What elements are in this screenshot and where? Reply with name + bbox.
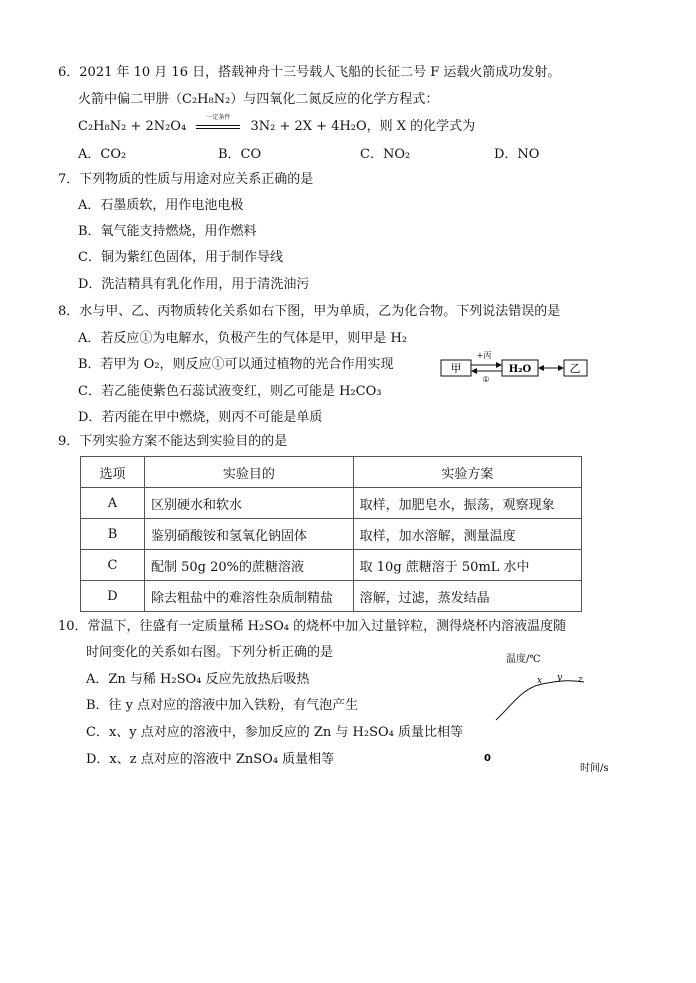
q6-option-a[interactable]: A．CO₂: [78, 147, 127, 162]
table-cell: 溶解，过滤，蒸发结晶: [353, 581, 581, 612]
q7-option-a[interactable]: A．石墨质软，用作电池电极: [78, 198, 244, 213]
graph-point-y: y: [557, 673, 563, 683]
q6-equation: [78, 113, 476, 136]
graph-origin: 0: [484, 753, 491, 764]
temperature-curve: [496, 681, 584, 720]
q6-option-d[interactable]: D．NO: [494, 147, 540, 162]
q8-box-left-label: 甲: [450, 362, 462, 375]
q8-conversion-diagram: [440, 348, 588, 384]
q6-eq-right: 3N₂ + 2X + 4H₂O，则 X 的化学式为: [250, 119, 476, 134]
table-cell: 区别硬水和软水: [145, 488, 354, 519]
q9-table: [80, 456, 582, 612]
graph-point-x: x: [537, 676, 543, 686]
q10-option-a[interactable]: A．Zn 与稀 H₂SO₄ 反应先放热后吸热: [86, 672, 310, 687]
table-cell: C: [81, 550, 145, 581]
q7-option-d[interactable]: D．洗洁精具有乳化作用，用于清洗油污: [78, 277, 310, 292]
q6-eq-condition: 一定条件: [206, 113, 231, 121]
q10-line2: 时间变化的关系如右图。下列分析正确的是: [86, 645, 334, 660]
q8-option-d[interactable]: D．若丙能在甲中燃烧，则丙不可能是单质: [78, 410, 323, 425]
table-cell: 配制 50g 20%的蔗糖溶液: [145, 550, 354, 581]
table-cell: 取样，加肥皂水，振荡，观察现象: [353, 488, 581, 519]
q7-option-c[interactable]: C．铜为紫红色固体，用于制作导线: [78, 250, 283, 265]
table-cell: B: [81, 519, 145, 550]
graph-ylabel: 温度/℃: [506, 654, 541, 665]
table-cell: 鉴别硝酸铵和氢氧化钠固体: [145, 519, 354, 550]
equals-sign-icon: [196, 113, 240, 134]
graph-xlabel: 时间/s: [580, 763, 609, 774]
q8-box-right-label: 乙: [569, 362, 581, 375]
table-cell: D: [81, 581, 145, 612]
q8-top-label: +丙: [476, 351, 492, 360]
q8-stem: 8．水与甲、乙、丙物质转化关系如右下图，甲为单质，乙为化合物。下列说法错误的是: [58, 304, 561, 319]
q6-line2-pre: 火箭中偏二甲肼（C: [78, 92, 192, 107]
q6-option-b[interactable]: B．CO: [218, 147, 262, 162]
table-cell: 除去粗盐中的难溶性杂质制精盐: [145, 581, 354, 612]
q10-line1: 10．常温下，往盛有一定质量稀 H₂SO₄ 的烧杯中加入过量锌粒，测得烧杯内溶液温度随: [58, 619, 567, 634]
q6-eq-left: C₂H₈N₂ + 2N₂O₄: [78, 119, 187, 134]
table-header-option: 选项: [81, 457, 145, 488]
q8-option-a[interactable]: A．若反应①为电解水，负极产生的气体是甲，则甲是 H₂: [78, 331, 408, 346]
table-row: [81, 519, 582, 550]
q6-line1: 6．2021 年 10 月 16 日，搭载神舟十三号载人飞船的长征二号 F 运载火箭成功发射。: [58, 65, 561, 80]
q10-option-c[interactable]: C．x、y 点对应的溶液中，参加反应的 Zn 与 H₂SO₄ 质量比相等: [86, 725, 464, 740]
q6-line2: [78, 91, 438, 109]
q6-line2-post: ）与四氧化二氮反应的化学方程式：: [230, 92, 439, 107]
table-header-purpose: 实验目的: [145, 457, 354, 488]
q8-option-b[interactable]: B．若甲为 O₂，则反应①可以通过植物的光合作用实现: [78, 357, 394, 372]
table-cell: 取 10g 蔗糖溶于 50mL 水中: [353, 550, 581, 581]
q8-box-center-label: H₂O: [508, 364, 532, 375]
table-cell: A: [81, 488, 145, 519]
q7-stem: 7．下列物质的性质与用途对应关系正确的是: [58, 172, 314, 187]
q10-option-d[interactable]: D．x、z 点对应的溶液中 ZnSO₄ 质量相等: [86, 752, 335, 767]
table-header-plan: 实验方案: [353, 457, 581, 488]
graph-point-z: z: [578, 675, 583, 685]
q10-temperature-graph: [482, 650, 622, 774]
table-header-row: [81, 457, 582, 488]
table-row: [81, 550, 582, 581]
q7-option-b[interactable]: B．氧气能支持燃烧，用作燃料: [78, 224, 257, 239]
q9-stem: 9．下列实验方案不能达到实验目的的是: [58, 434, 288, 449]
q8-option-c[interactable]: C．若乙能使紫色石蕊试液变红，则乙可能是 H₂CO₃: [78, 384, 382, 399]
table-cell: 取样，加水溶解，测量温度: [353, 519, 581, 550]
q8-bottom-label: ①: [482, 375, 490, 384]
q6-formula-sub: ₂H₈N₂: [191, 92, 231, 107]
table-row: [81, 581, 582, 612]
q6-option-c[interactable]: C．NO₂: [360, 147, 411, 162]
q10-option-b[interactable]: B．往 y 点对应的溶液中加入铁粉，有气泡产生: [86, 698, 359, 713]
table-row: [81, 488, 582, 519]
